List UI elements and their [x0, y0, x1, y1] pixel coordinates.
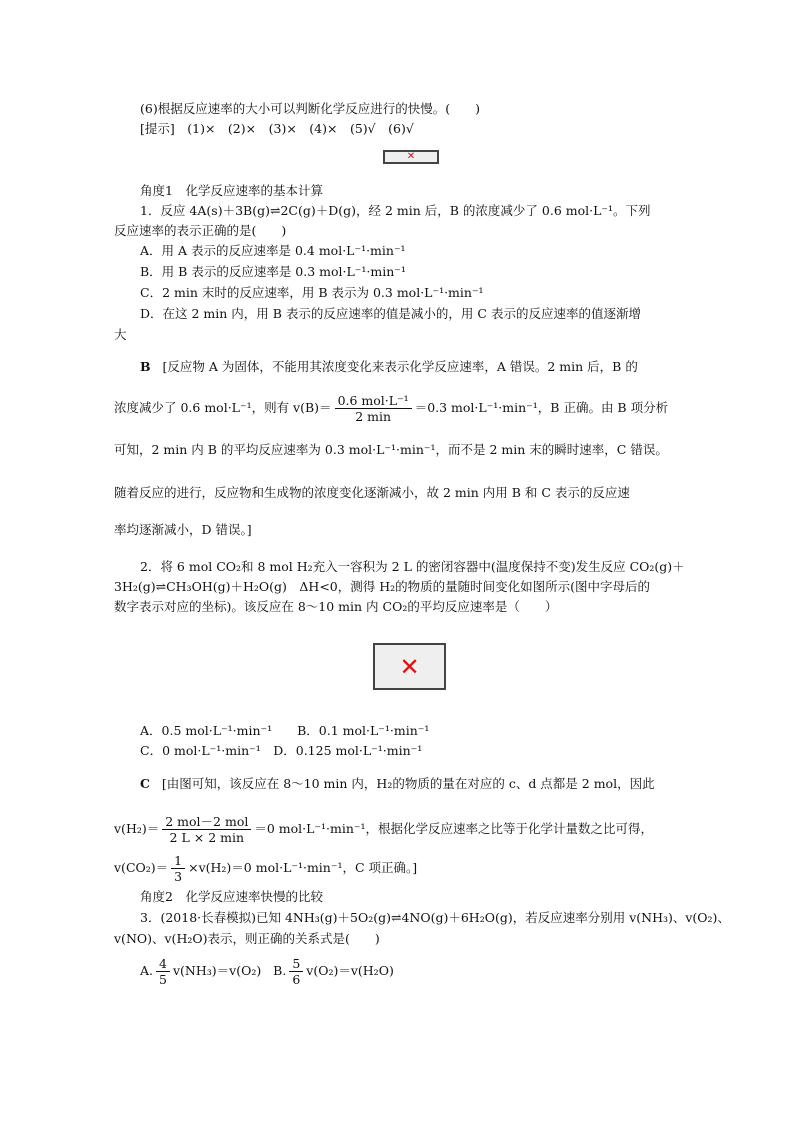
fraction [289, 956, 303, 987]
broken-image-icon [383, 150, 439, 164]
problem-1-stem: 1．反应 4A(s)＋3B(g)⇌2C(g)＋D(g)，经 2 min 后，B 的浓度减少了 0.6 mol·L⁻¹。下列 [140, 203, 651, 218]
problem-1-option-d-cont: 大 [114, 327, 127, 342]
problem-2-options-ab: A．0.5 mol·L⁻¹·min⁻¹ B．0.1 mol·L⁻¹·min⁻¹ [140, 723, 430, 738]
problem-3-stem: 3．(2018·长春模拟)已知 4NH₃(g)＋5O₂(g)⇌4NO(g)＋6H₂O(g)，若反应速率分别用 v(NH₃)、v(O₂)、 [140, 910, 730, 925]
fraction-numerator: 2 mol－2 mol [162, 814, 251, 830]
fraction-denominator: 5 [159, 972, 167, 987]
fraction-denominator: 2 min [355, 409, 392, 424]
problem-2-answer-line-2 [114, 814, 653, 845]
problem-1-option-a: A．用 A 表示的反应速率是 0.4 mol·L⁻¹·min⁻¹ [140, 243, 406, 258]
option-text: v(NH₃)＝v(O₂) [172, 963, 262, 978]
fraction-numerator: 4 [156, 956, 170, 972]
fraction [171, 853, 185, 884]
problem-1-answer-line-4: 随着反应的进行，反应物和生成物的浓度变化逐渐减小，故 2 min 内用 B 和 C 表示的反应速 [114, 485, 630, 500]
problem-3-options-ab [140, 956, 394, 987]
problem-1-answer-line-3: 可知，2 min 内 B 的平均反应速率为 0.3 mol·L⁻¹·min⁻¹，而不是 2 min 末的瞬时速率，C 错误。 [114, 442, 668, 457]
problem-1-option-b: B．用 B 表示的反应速率是 0.3 mol·L⁻¹·min⁻¹ [140, 264, 406, 279]
fraction-numerator: 5 [289, 956, 303, 972]
fraction-denominator: 6 [292, 972, 301, 987]
problem-2-stem: 2．将 6 mol CO₂和 8 mol H₂充入一容积为 2 L 的密闭容器中(温度保持不变)发生反应 CO₂(g)＋ [140, 559, 685, 574]
answer-text: ×v(H₂)＝0 mol·L⁻¹·min⁻¹，C 项正确。] [188, 860, 418, 875]
problem-1-stem-cont: 反应速率的表示正确的是( ) [114, 223, 287, 238]
question-6: (6)根据反应速率的大小可以判断化学反应进行的快慢。( ) [140, 101, 480, 116]
answer-text: [由图可知，该反应在 8～10 min 内，H₂的物质的量在对应的 c、d 点都是 2 mol，因此 [161, 776, 655, 791]
broken-image-icon [373, 643, 446, 690]
fraction-denominator: 3 [174, 869, 183, 884]
problem-2-options-cd: C．0 mol·L⁻¹·min⁻¹ D．0.125 mol·L⁻¹·min⁻¹ [140, 743, 423, 758]
problem-2-stem-cont: 3H₂(g)⇌CH₃OH(g)＋H₂O(g) ΔH<0，测得 H₂的物质的量随时间变化如图所示(图中字母后的 [114, 579, 651, 594]
problem-1-answer-line-2 [114, 393, 668, 424]
answer-text: ＝0 mol·L⁻¹·min⁻¹，根据化学反应速率之比等于化学计量数之比可得， [254, 821, 654, 836]
problem-1-option-c: C．2 min 末时的反应速率，用 B 表示为 0.3 mol·L⁻¹·min⁻¹ [140, 285, 484, 300]
problem-2-answer-line-3 [114, 853, 417, 884]
problem-1-option-d: D．在这 2 min 内，用 B 表示的反应速率的值是减小的，用 C 表示的反应速率的值逐渐增 [140, 306, 641, 321]
problem-1-answer-line-1 [140, 358, 638, 376]
option-text: v(O₂)＝v(H₂O) [306, 963, 394, 978]
fraction [335, 393, 412, 424]
fraction-denominator: 2 L × 2 min [169, 830, 245, 845]
problem-1-answer-line-5: 率均逐渐减小，D 错误。] [114, 522, 252, 537]
red-x-icon: ✕ [399, 652, 420, 681]
answer-text: [反应物 A 为固体，不能用其浓度变化来表示化学反应速率，A 错误。2 min 后，B 的 [162, 359, 638, 374]
section-angle-1: 角度1 化学反应速率的基本计算 [140, 183, 323, 198]
hint-line: [提示] (1)× (2)× (3)× (4)× (5)√ (6)√ [140, 121, 414, 136]
fraction [156, 956, 170, 987]
fraction-numerator: 1 [171, 853, 185, 869]
problem-3-stem-cont: v(NO)、v(H₂O)表示，则正确的关系式是( ) [114, 931, 380, 946]
answer-text: ＝0.3 mol·L⁻¹·min⁻¹，B 正确。由 B 项分析 [414, 400, 669, 415]
option-label: B. [273, 963, 287, 978]
answer-text: v(CO₂)＝ [114, 860, 169, 875]
problem-2-stem-cont-2: 数字表示对应的坐标)。该反应在 8～10 min 内 CO₂的平均反应速率是（ ） [114, 599, 558, 614]
fraction-numerator: 0.6 mol·L⁻¹ [335, 393, 412, 409]
section-angle-2: 角度2 化学反应速率快慢的比较 [140, 889, 323, 904]
option-label: A. [140, 963, 154, 978]
answer-text: 浓度减少了 0.6 mol·L⁻¹，则有 v(B)＝ [114, 400, 332, 415]
problem-2-answer-line-1 [140, 775, 655, 793]
red-x-icon: ✕ [406, 151, 416, 162]
answer-label: C [140, 776, 150, 791]
answer-label: B [140, 359, 151, 374]
answer-text: v(H₂)＝ [114, 821, 160, 836]
fraction [162, 814, 251, 845]
